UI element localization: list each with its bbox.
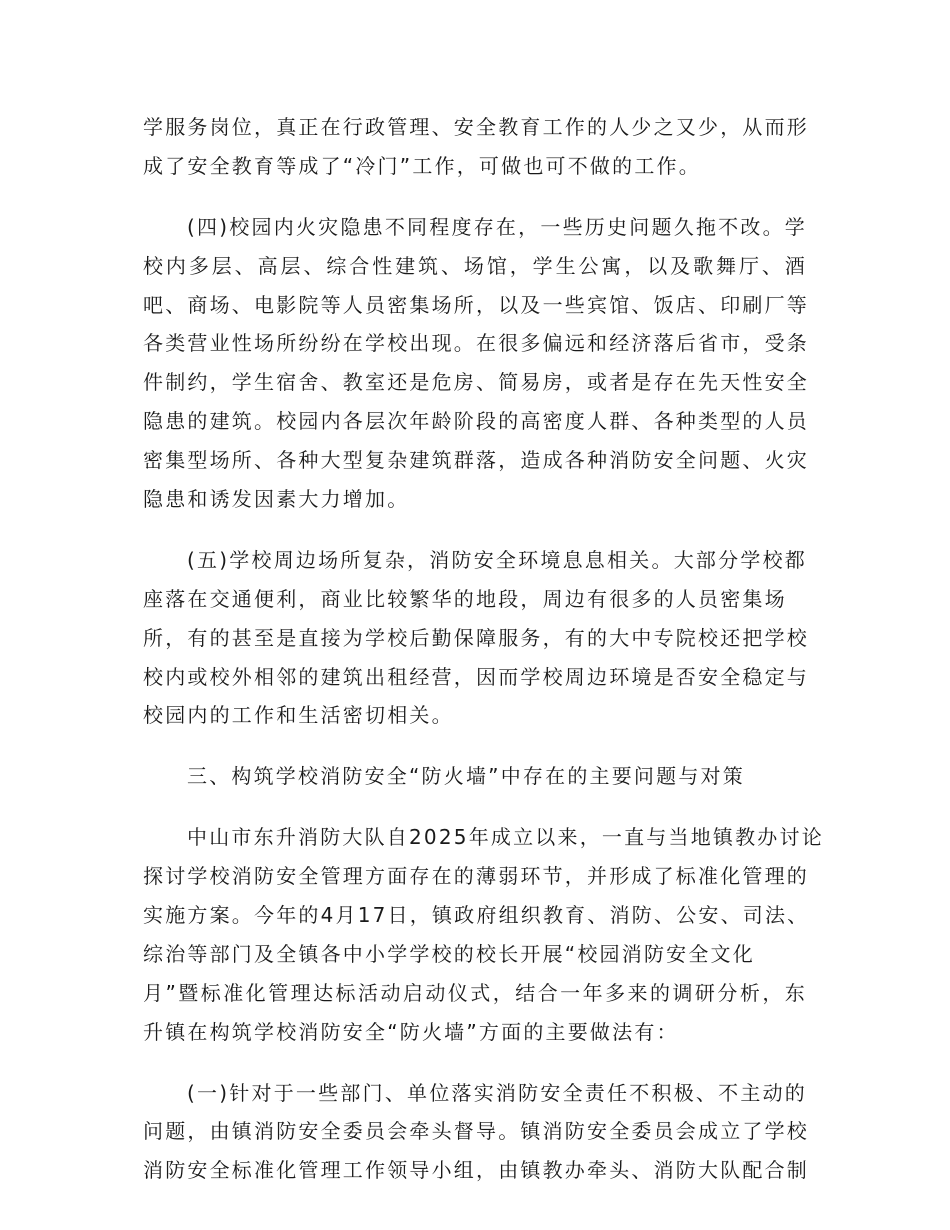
document-body <box>143 108 824 1190</box>
text-line: 所，有的甚至是直接为学校后勤保障服务，有的大中专院校还把学校 <box>143 625 809 650</box>
heading-text: 三、构筑学校消防安全“防火墙”中存在的主要问题与对策 <box>187 764 745 789</box>
text-line: 问题，由镇消防安全委员会牵头督导。镇消防安全委员会成立了学校 <box>143 1119 809 1144</box>
text-line: 校内或校外相邻的建筑出租经营，因而学校周边环境是否安全稳定与 <box>143 664 809 689</box>
text-line: 隐患的建筑。校园内各层次年龄阶段的高密度人群、各种类型的人员 <box>143 409 809 434</box>
text-line: 消防安全标准化管理工作领导小组，由镇教办牵头、消防大队配合制 <box>143 1158 809 1183</box>
text-line: (一)针对于一些部门、单位落实消防安全责任不积极、不主动的 <box>187 1080 807 1105</box>
text-line: 隐患和诱发因素大力增加。 <box>143 487 410 512</box>
text-line: 件制约，学生宿舍、教室还是危房、简易房，或者是存在先天性安全 <box>143 370 809 395</box>
text-line: 成了安全教育等成了“冷门”工作，可做也可不做的工作。 <box>143 153 701 178</box>
text-line: 校园内的工作和生活密切相关。 <box>143 703 454 728</box>
text-line: 吧、商场、电影院等人员密集场所，以及一些宾馆、饭店、印刷厂等 <box>143 292 809 317</box>
text-line: 校内多层、高层、综合性建筑、场馆，学生公寓，以及歌舞厅、酒 <box>143 253 807 278</box>
paragraph-1 <box>143 108 807 186</box>
text-line: 月”暨标准化管理达标活动启动仪式，结合一年多来的调研分析，东 <box>143 980 807 1005</box>
text-line: (四)校园内火灾隐患不同程度存在，一些历史问题久拖不改。学 <box>187 214 807 239</box>
text-line: (五)学校周边场所复杂，消防安全环境息息相关。大部分学校都 <box>187 547 807 572</box>
section-heading <box>143 757 807 796</box>
text-line: 探讨学校消防安全管理方面存在的薄弱环节，并形成了标准化管理的 <box>143 864 809 889</box>
text-line: 密集型场所、各种大型复杂建筑群落，造成各种消防安全问题、火灾 <box>143 448 809 473</box>
paragraph-2 <box>143 208 807 519</box>
paragraph-3 <box>143 541 807 735</box>
text-line: 各类营业性场所纷纷在学校出现。在很多偏远和经济落后省市，受条 <box>143 331 809 356</box>
text-line: 座落在交通便利，商业比较繁华的地段，周边有很多的人员密集场 <box>143 586 787 611</box>
text-line: 升镇在构筑学校消防安全“防火墙”方面的主要做法有： <box>143 1019 679 1044</box>
text-line: 学服务岗位，真正在行政管理、安全教育工作的人少之又少，从而形 <box>143 115 809 139</box>
text-line: 中山市东升消防大队自2025年成立以来，一直与当地镇教办讨论 <box>187 825 824 850</box>
paragraph-5 <box>143 1074 807 1191</box>
text-line: 实施方案。今年的4月17日，镇政府组织教育、消防、公安、司法、 <box>143 903 810 928</box>
text-line: 综治等部门及全镇各中小学学校的校长开展“校园消防安全文化 <box>143 941 755 966</box>
paragraph-4 <box>143 818 824 1051</box>
